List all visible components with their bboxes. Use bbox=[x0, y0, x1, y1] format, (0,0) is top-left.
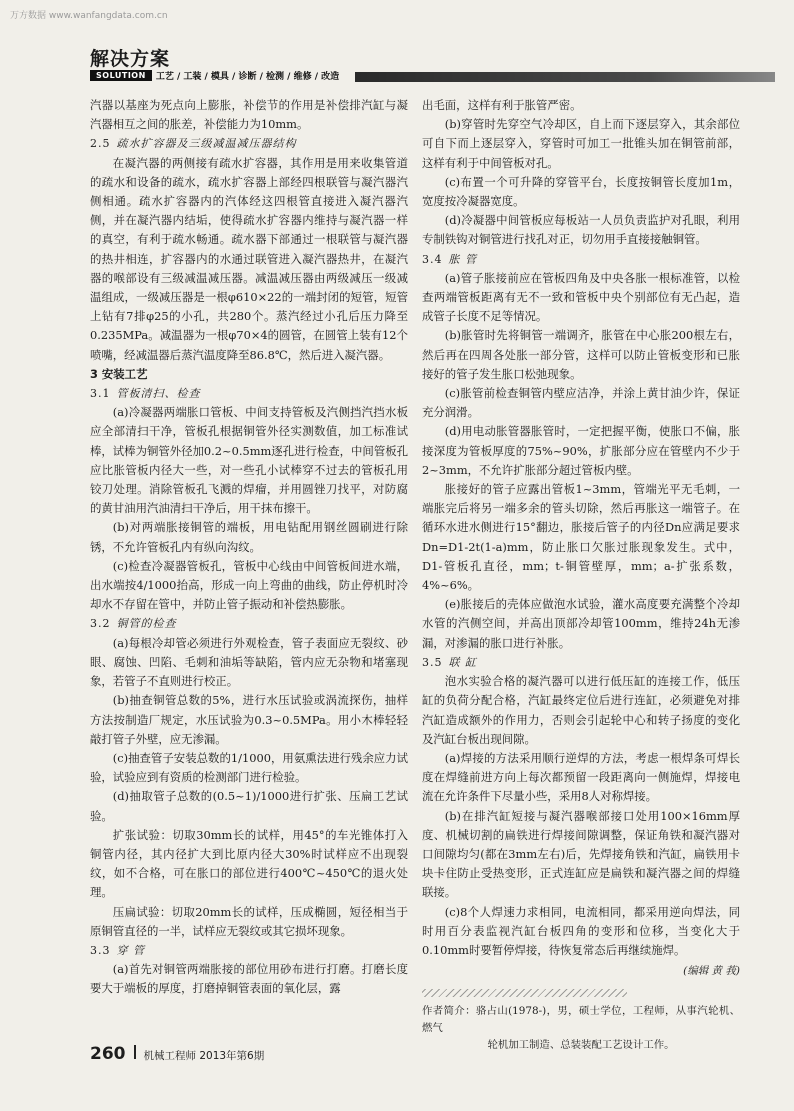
paragraph: (a)冷凝器两端胀口管板、中间支持管板及汽侧挡汽挡水板应全部清扫干净，管板孔根据铜管外径实测数值，加工标准试棒，试棒为铜管外径加0.2~0.5mm逐孔进行检查，中间管板孔应比胀管板内径大一些，对一些孔小试棒穿不过去的管板孔用铰刀处理。消除管板孔飞溅的焊瘤，并用圆锉刀找平，对防腐的黄甘油用汽油清扫干净后，用干抹布擦干。 bbox=[90, 405, 408, 516]
paragraph: 压扁试验：切取20mm长的试样，压成椭圆，短径相当于原铜管直径的一半，试样应无裂纹或其它损坏现象。 bbox=[90, 904, 408, 938]
section-header bbox=[90, 44, 750, 92]
author-bio-line-2: 轮机加工制造、总装装配工艺设计工作。 bbox=[487, 1039, 675, 1052]
page-footer bbox=[90, 1044, 264, 1064]
paragraph: (d)抽取管子总数的(0.5~1)/1000进行扩张、压扁工艺试验。 bbox=[90, 789, 408, 823]
right-column bbox=[422, 96, 740, 1054]
paragraph: (c)抽查管子安装总数的1/1000，用氨熏法进行残余应力试验，试验应到有资质的检测部门进行检验。 bbox=[90, 750, 408, 785]
watermark-text: 万方数据 www.wanfangdata.com.cn bbox=[10, 11, 168, 21]
subsection-heading-2-5: 2.5 疏水扩容器及三级减温减压器结构 bbox=[90, 137, 297, 151]
subsection-heading-3-3: 3.3 穿 管 bbox=[90, 943, 145, 957]
subsection-heading-3-1: 3.1 管板清扫、检查 bbox=[90, 387, 201, 401]
paragraph: 泡水实验合格的凝汽器可以进行低压缸的连接工作，低压缸的负荷分配合格，汽缸最终定位后进行连缸，必须避免对排汽缸造成额外的作用力，否则会引起轮中心和转子扬度的变化及汽缸台板出现间隙。 bbox=[422, 674, 740, 746]
paragraph: (b)抽查铜管总数的5%，进行水压试验或涡流探伤，抽样方法按制造厂规定，水压试验为0.3~0.5MPa。用小木棒轻轻敲打管子外壁，应无渗漏。 bbox=[90, 693, 408, 746]
paragraph: 在凝汽器的两侧接有疏水扩容器，其作用是用来收集管道的疏水和设备的疏水，疏水扩容器上部经四根联管与凝汽器汽侧相通。疏水扩容器内的汽体经这四根管直接进入凝汽器汽侧，并在凝汽器内结垢，使得疏水扩容器内维持与凝汽器一样的真空，有利于疏水畅通。疏水器下部通过一根联管与凝汽器的热井相连，扩容器内的水通过联管进入凝汽器热井，在凝汽器的喉部设有三级减温减压器。减温减压器由两级减压一级减温组成，一级减压器是一根φ610×22的一端封闭的短管，短管上钻有7排φ25的小孔，共280个。蒸汽经过小孔后压力降至0.235MPa。减温器为一根φ70×4的圆管，在圆管上装有12个喷嘴，经减温器后蒸汽温度降至86.8℃，然后进入凝汽器。 bbox=[90, 155, 408, 362]
author-bio-line-1: 作者简介：骆占山(1978-)，男，硕士学位，工程师，从事汽轮机、燃气 bbox=[422, 1005, 740, 1035]
author-bio bbox=[422, 1003, 740, 1054]
editor-credit: (编辑 黄 莪) bbox=[683, 965, 740, 978]
paragraph: (c)8个人焊速力求相同，电流相同，都采用逆向焊法，同时用百分表监视汽缸台板四角的变形和位移，当变化大于0.10mm时要暂停焊接，待恢复常态后再继续施焊。 bbox=[422, 904, 740, 957]
paragraph: (a)首先对铜管两端胀接的部位用砂布进行打磨。打磨长度要大于端板的厚度，打磨掉铜管表面的氧化层，露 bbox=[90, 962, 408, 996]
paragraph: (b)穿管时先穿空气冷却区，自上而下逐层穿入，其余部位可自下而上逐层穿入，穿管时可加工一批锥头加在铜管前部，这样有利于中间管板对孔。 bbox=[422, 117, 740, 170]
category-bar bbox=[90, 69, 340, 82]
paragraph: (e)胀接后的壳体应做泡水试验，灌水高度要充满整个冷却水管的汽侧空间，并高出顶部冷却管100mm，维持24h无渗漏，对渗漏的胀口进行补胀。 bbox=[422, 597, 740, 650]
journal-issue: 机械工程师 2013年第6期 bbox=[143, 1050, 265, 1062]
left-column bbox=[90, 96, 408, 999]
category-list: 工艺 / 工装 / 模具 / 诊断 / 检测 / 维修 / 改造 bbox=[155, 72, 340, 82]
solution-badge: SOLUTION bbox=[90, 70, 152, 81]
paragraph: (a)焊接的方法采用顺行逆焊的方法，考虑一根焊条可焊长度在焊缝前进方向上每次都预留一段距离向一侧施焊，焊接电流在允许条件下尽量小些，采用8人对称焊接。 bbox=[422, 750, 740, 804]
paragraph: (c)胀管前检查铜管内壁应洁净，并涂上黄甘油少许，保证充分润滑。 bbox=[422, 386, 740, 420]
paragraph: (c)检查冷凝器管板孔，管板中心线由中间管板间进水端，出水端按4/1000抬高，形成一向上弯曲的曲线，防止停机时冷却水不存留在管中，并防止管子振动和补偿热膨胀。 bbox=[90, 558, 408, 612]
paragraph: (b)在排汽缸短接与凝汽器喉部接口处用100×16mm厚度、机械切割的扁铁进行焊接间隙调整，保证角铁和凝汽器对口间隙均匀(都在3mm左右)后，先焊接角铁和汽缸，扁铁用卡块卡住防止受热变形，正式连缸应是扁铁和凝汽器之间的焊缝联接。 bbox=[422, 808, 740, 900]
paragraph: (b)胀管时先将铜管一端调齐，胀管在中心胀200根左右，然后再在四周各处胀一部分管，这样可以防止管板变形和已胀接好的管子发生胀口松弛现象。 bbox=[422, 328, 740, 381]
paragraph: 胀接好的管子应露出管板1~3mm，管端光平无毛刺，一端胀完后将另一端多余的管头切除，然后再胀这一端管子。在循环水进水侧进行15°翻边，胀接后管子的内径Dn应满足要求Dn=D1-2t(1-a)mm，防止胀口欠胀过胀现象发生。式中，D1-管板孔直径，mm；t-铜管壁厚，mm；a-扩张系数，4%~6%。 bbox=[422, 482, 740, 593]
section-title: 解决方案 bbox=[90, 48, 171, 70]
paragraph: (a)管子胀接前应在管板四角及中央各胀一根标准管，以检查两端管板距离有无不一致和管板中央个别部位有无凸起，造成管子长度不足等情况。 bbox=[422, 270, 740, 324]
subsection-heading-3-4: 3.4 胀 管 bbox=[422, 252, 477, 266]
paragraph: (d)用电动胀管器胀管时，一定把握平衡，使胀口不偏，胀接深度为管板厚度的75%~90%，扩胀部分应在管壁内不少于2~3mm，不允许扩胀部分超过管板内壁。 bbox=[422, 424, 740, 477]
paragraph: 扩张试验：切取30mm长的试样，用45°的车光锥体打入铜管内径，其内径扩大到比原内径大30%时试样应不出现裂纹，如不合格，可在胀口的部位进行400℃~450℃的退火处理。 bbox=[90, 827, 408, 900]
subsection-heading-3-5: 3.5 联 缸 bbox=[422, 655, 477, 669]
wavy-divider bbox=[422, 989, 627, 997]
page-number: 260 bbox=[90, 1044, 126, 1064]
header-rule bbox=[355, 72, 775, 82]
paragraph: 出毛面，这样有利于胀管严密。 bbox=[422, 98, 582, 112]
section-heading-3: 3 安装工艺 bbox=[90, 366, 148, 381]
paragraph: (a)每根冷却管必须进行外观检查，管子表面应无裂纹、砂眼、腐蚀、凹陷、毛刺和油垢等缺陷，管内应无杂物和堵塞现象，若管子不直则进行校正。 bbox=[90, 635, 408, 689]
subsection-heading-3-2: 3.2 铜管的检查 bbox=[90, 617, 177, 631]
paragraph: (d)冷凝器中间管板应每板站一人员负责监护对孔眼，利用专制铁钩对铜管进行找孔对正，切勿用手直接接触铜管。 bbox=[422, 213, 740, 247]
paragraph: (b)对两端胀接铜管的端板，用电钻配用钢丝圆刷进行除锈，不允许管板孔内有纵向沟纹。 bbox=[90, 520, 408, 554]
paragraph: (c)布置一个可升降的穿管平台，长度按铜管长度加1m，宽度按冷凝器宽度。 bbox=[422, 174, 740, 209]
paragraph: 汽器以基座为死点向上膨胀，补偿节的作用是补偿排汽缸与凝汽器相互之间的胀差，补偿能力为10mm。 bbox=[90, 98, 408, 132]
footer-separator bbox=[134, 1045, 136, 1059]
